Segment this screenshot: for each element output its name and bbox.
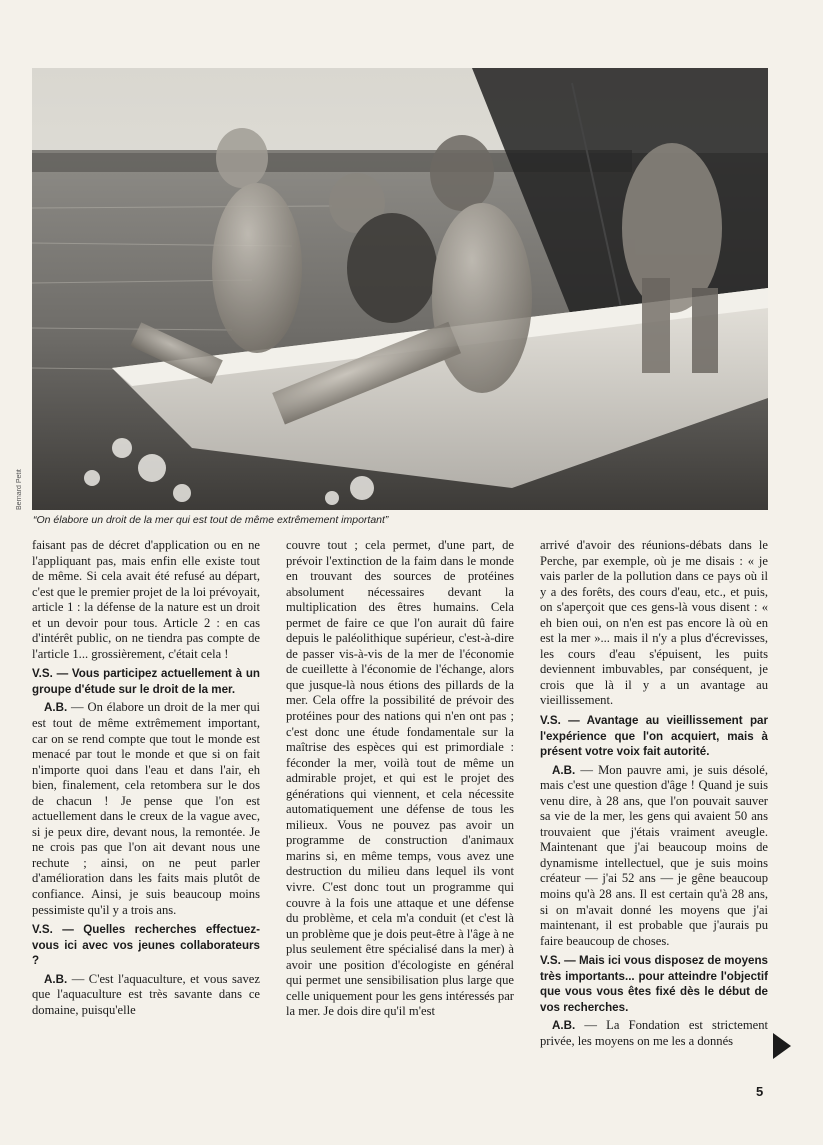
article-photo — [32, 68, 768, 510]
answer-text: — Mon pauvre ami, je suis désolé, mais c'est une question d'âge ! Quand je suis venu dire, à 28 ans, que l'on pouvait sauver sa vie de la mer, les gens qui avaient 50 ans trouvaient que j'étais vraiment aveugle. Maintenant que j'ai beaucoup moins de dynamisme intellectuel, que je suis moins créateur — j'ai 52 ans — je gêne beaucoup moins qu'à 28 ans. Il est certain qu'à 28 ans, si on m'avait donné les moyens que j'ai maintenant, il est probable que j'aurais pu faire beaucoup de choses. — [540, 762, 768, 948]
speaker-label: A.B. — [552, 1019, 576, 1033]
speaker-label: A.B. — [44, 701, 68, 715]
article-column-2 — [286, 538, 514, 1068]
paragraph: faisant pas de décret d'application ou en ne l'appliquant pas, mais enfin elle existe tout de même. Si cela avait été refusé au départ, c'est que le premier projet de la loi prévoyait, article 1 : la défense de la nature est un droit et un devoir pour tous. Article 2 : en cas d'intérêt public, on ne tiendra pas compte de l'article 1... grossièrement, c'était cela ! — [32, 538, 260, 661]
answer-text: — On élabore un droit de la mer qui est tout de même extrêmement important, car on se rend compte que tout le monde est menacé par tout le monde et que si on fait n'importe quoi dans l'eau et dans l'air, eh bien, finalement, cela retombera sur le dos de chacun ! Je pense que l'on est actuellement dans le creux de la vague avec, si je peux dire, devant nous, la remontée. Je ne crois pas que l'on ait devant nous une rechute ; ainsi, on ne peut parler d'amélioration dans les faits mais plutôt de confiance. Ainsi, je suis beaucoup moins pessimiste qu'il y a trois ans. — [32, 700, 260, 917]
interviewer-question: V.S. — Mais ici vous disposez de moyens très importants... pour atteindre l'objectif que vous vous êtes fixé dès le début de vos recherches. — [540, 954, 768, 1014]
answer-paragraph — [540, 763, 768, 950]
article-column-3 — [540, 538, 768, 1068]
answer-paragraph — [32, 972, 260, 1019]
page-number: 5 — [756, 1084, 764, 1099]
paragraph: arrivé d'avoir des réunions-débats dans le Perche, par exemple, où je me disais : « je vais parler de la pollution dans ce pays où il y a des forêts, des cours d'eau, etc., et puis, on s'aperçoit que ces gens-là vous disent : « eh bien oui, on n'en est pas encore là où en est la mer »... mais il n'y a plus d'écrevisses, les cours d'eau s'épuisent, les puits deviennent imbuvables, par conséquent, je crois que là il y a un avantage au vieillissement. — [540, 538, 768, 708]
answer-text: — La Fondation est strictement privée, les moyens on me les a donnés — [540, 1018, 768, 1048]
speaker-label: A.B. — [552, 763, 576, 777]
interviewer-question: V.S. — Vous participez actuellement à un groupe d'étude sur le droit de la mer. — [32, 667, 260, 696]
speaker-label: A.B. — [44, 972, 68, 986]
interviewer-question: V.S. — Quelles recherches effectuez-vous ici avec vos jeunes collaborateurs ? — [32, 923, 260, 968]
boat-children-photo — [32, 68, 768, 510]
answer-text: — C'est l'aquaculture, et vous savez que l'aquaculture est très savante dans ce domaine, puisqu'elle — [32, 971, 260, 1017]
paragraph: couvre tout ; cela permet, d'une part, de prévoir l'extinction de la faim dans le monde en trouvant des sources de protéines absolument nécessaires devant la multiplication des êtres humains. Cela permet de faire ce que l'on aurait dû faire depuis le paléolithique supérieur, c'est-à-dire de passer vis-à-vis de la mer de l'économie de cueillette à l'économie de l'échange, alors que jusque-là nous étions des pillards de la mer. Cela offre la possibilité de prévoir des protéines pour des nations qui n'en ont pas ; c'est donc une étude fondamentale sur la maîtrise des espèces qui est primordiale : féconder la mer, voilà tout de même un admirable projet, et qui est le projet des générations qui viennent, et cela nécessite automatiquement une défense de tous les milieux. Vous ne pouvez pas avoir un programme de construction d'animaux marins si, en même temps, vous avez une destruction du milieu dans lequel ils vont vivre. C'est donc tout un programme qui couvre à la fois une attaque et une défense du problème, et cela m'a conduit (et c'est là un problème que je dois peut-être à l'âge à ne plus seulement être spécialisé dans la mer) à avoir une position d'écologiste en général qui permet une sensibilisation plus large que celle uniquement pour les gens intéressés par la mer. Je dois dire qu'il m'est — [286, 538, 514, 1019]
answer-paragraph — [32, 700, 260, 918]
answer-paragraph — [540, 1018, 768, 1049]
arrow-right-icon — [773, 1033, 791, 1059]
article-column-1 — [32, 538, 260, 1068]
photo-credit: Bernard Petit — [16, 469, 23, 510]
photo-caption: “On élabore un droit de la mer qui est tout de même extrêmement important” — [33, 514, 389, 526]
interviewer-question: V.S. — Avantage au vieillissement par l'expérience que l'on acquiert, mais à présent votre voix fait autorité. — [540, 714, 768, 759]
